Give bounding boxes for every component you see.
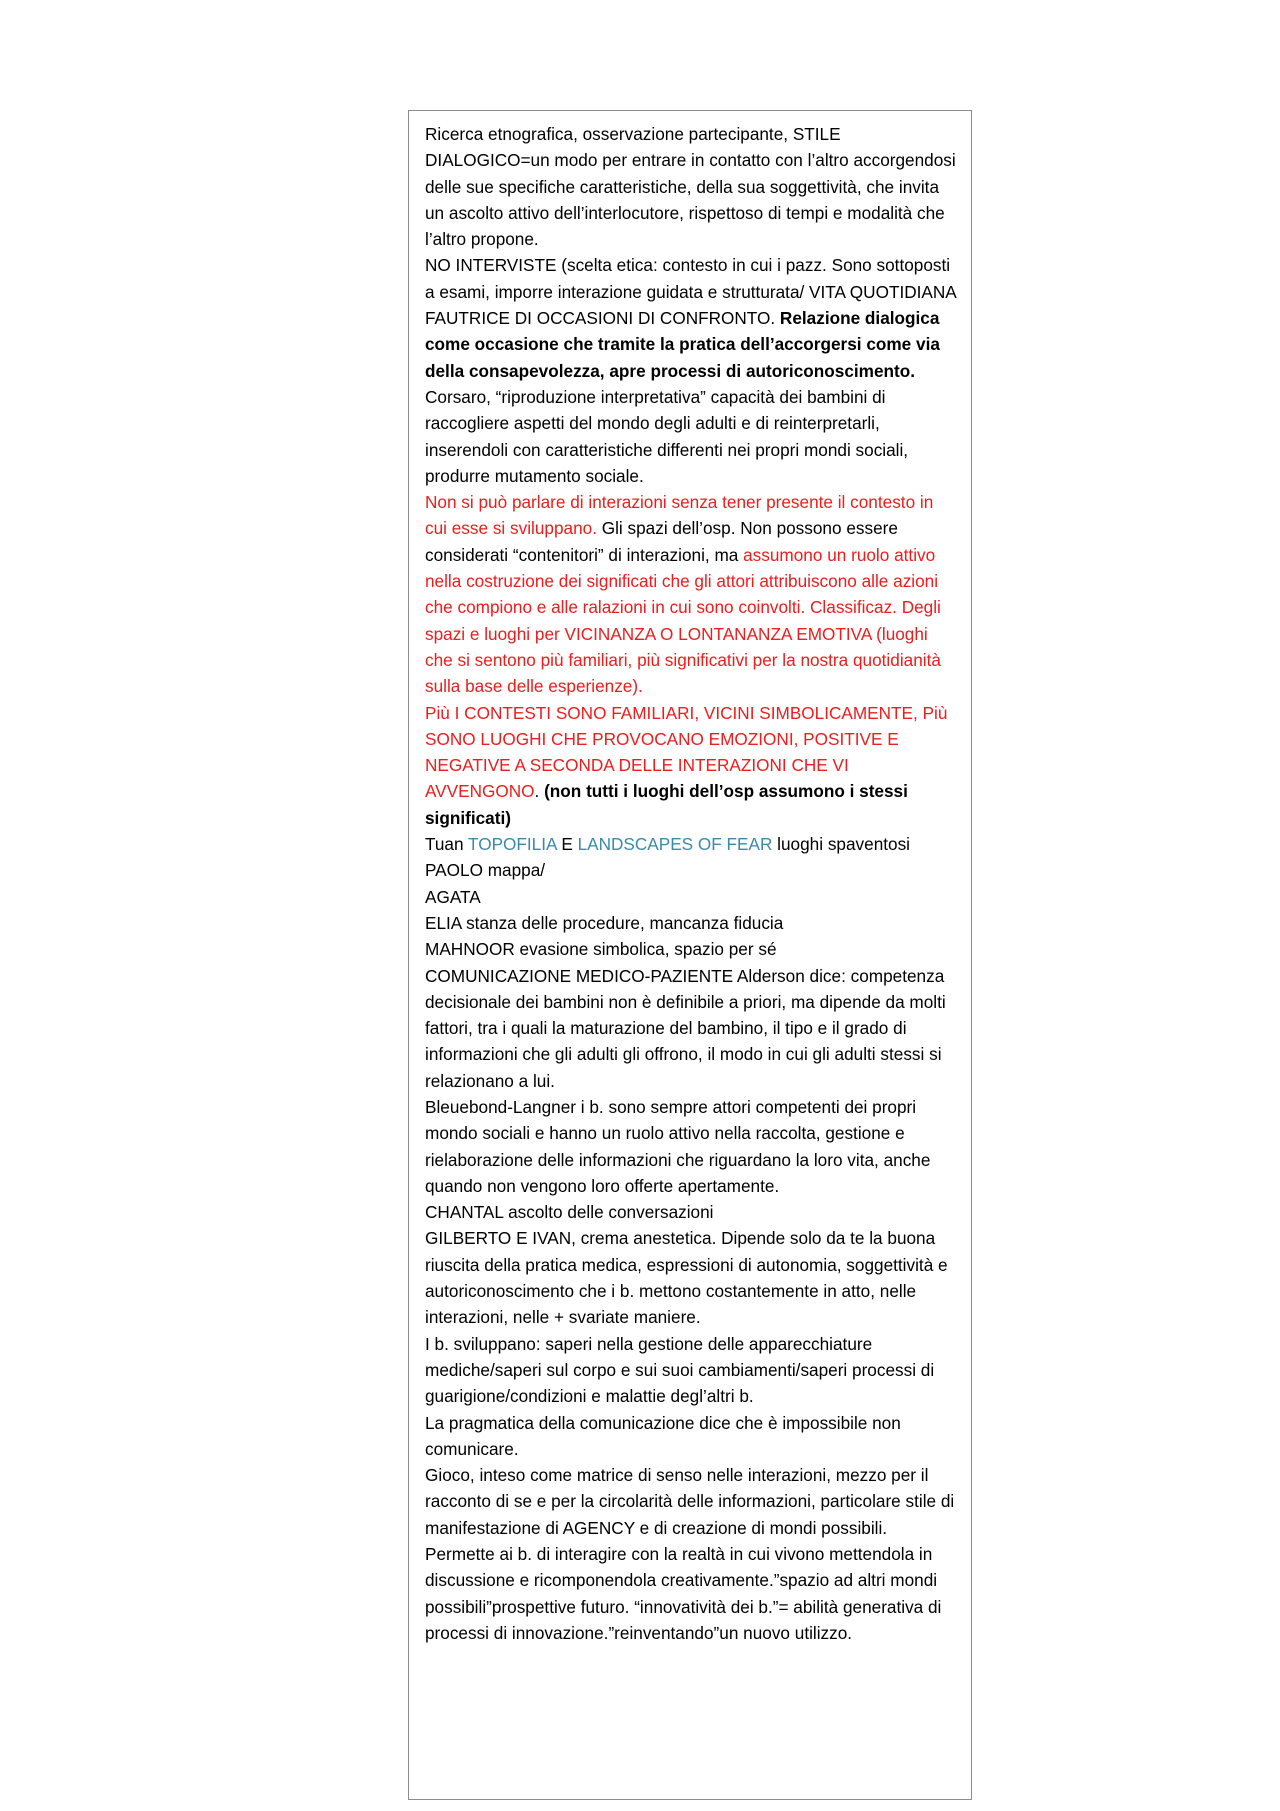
paragraph-gilberto-ivan: GILBERTO E IVAN, crema anestetica. Dipende solo da te la buona riuscita della pratica medica, espressioni di autonomia, soggettività e autoriconoscimento che i b. mettono costantemente in atto, nelle interazioni, nelle + svariate maniere. bbox=[425, 1228, 948, 1328]
relazione-dialogica-bold: Relazione dialogica come occasione che tramite la pratica dell’accorgersi come via della consapevolezza, apre processi di autoriconoscimento. bbox=[425, 308, 940, 381]
paragraph-no-interviste bbox=[425, 252, 957, 383]
paragraph-elia: ELIA stanza delle procedure, mancanza fiducia bbox=[425, 912, 784, 933]
paragraph-contesti-familiari bbox=[425, 700, 957, 831]
paragraph-chantal: CHANTAL ascolto delle conversazioni bbox=[425, 1202, 714, 1223]
paragraph-pragmatica: La pragmatica della comunicazione dice che è impossibile non comunicare. bbox=[425, 1412, 901, 1459]
paragraph-contesto bbox=[425, 489, 957, 699]
spazi-osp-text: Gli spazi dell’osp. Non possono essere considerati “contenitori” di interazioni, ma bbox=[425, 518, 898, 565]
no-interviste-text: NO INTERVISTE (scelta etica: contesto in cui i pazz. Sono sottoposti a esami, imporre interazione guidata e strutturata/ VITA QUOTIDIANA FAUTRICE DI OCCASIONI DI CONFRONTO. bbox=[425, 255, 956, 329]
paragraph-saperi: I b. sviluppano: saperi nella gestione delle apparecchiature mediche/saperi sul corpo e sui suoi cambiamenti/saperi processi di guarigione/condizioni e malattie degl’altri b. bbox=[425, 1333, 935, 1407]
paragraph-tuan bbox=[425, 831, 957, 857]
text-box bbox=[408, 110, 972, 1800]
tuan-text: Tuan bbox=[425, 834, 469, 855]
luoghi-spaventosi-text: luoghi spaventosi bbox=[772, 834, 910, 855]
paragraph-etnografia: Ricerca etnografica, osservazione partecipante, STILE DIALOGICO=un modo per entrare in contatto con l’altro accorgendosi delle sue specifiche caratteristiche, della sua soggettività, che invita un ascolto attivo dell’interlocutore, rispettoso di tempi e modalità che l’altro propone. bbox=[425, 124, 956, 250]
paragraph-comunicazione: COMUNICAZIONE MEDICO-PAZIENTE Alderson dice: competenza decisionale dei bambini non è definibile a priori, ma dipende da molti fattori, tra i quali la maturazione del bambino, il tipo e il grado di informazioni che gli adulti gli offrono, il modo in cui gli adulti stessi si relazionano a lui. bbox=[425, 965, 946, 1091]
paragraph-mahnoor: MAHNOOR evasione simbolica, spazio per sé bbox=[425, 939, 777, 960]
contesti-familiari-red-text: Più I CONTESTI SONO FAMILIARI, VICINI SIMBOLICAMENTE, Più SONO LUOGHI CHE PROVOCANO EMOZIONI, POSITIVE E NEGATIVE A SECONDA DELLE INTERAZIONI CHE VI AVVENGONO bbox=[425, 702, 948, 802]
e-text: E bbox=[561, 834, 578, 855]
landscapes-of-fear-text: LANDSCAPES OF FEAR bbox=[577, 834, 773, 855]
paragraph-gioco: Gioco, inteso come matrice di senso nelle interazioni, mezzo per il racconto di se e per la circolarità delle informazioni, particolare stile di manifestazione di AGENCY e di creazione di mondi possibili. Permette ai b. di interagire con la realtà in cui vivono mettendola in discussione e ricomponendola creativamente.”spazio ad altri mondi possibili”prospettive futuro. “innovatività dei b.”= abilità generativa di processi di innovazione.”reinventando”un nuovo utilizzo. bbox=[425, 1465, 955, 1643]
paragraph-corsaro: Corsaro, “riproduzione interpretativa” capacità dei bambini di raccogliere aspetti del mondo degli adulti e di reinterpretarli, inserendoli con caratteristiche differenti nei propri mondi sociali, produrre mutamento sociale. bbox=[425, 386, 909, 486]
paragraph-agata: AGATA bbox=[425, 886, 481, 907]
paragraph-bleuebond: Bleuebond-Langner i b. sono sempre attori competenti dei propri mondo sociali e hanno un ruolo attivo nella raccolta, gestione e rielaborazione delle informazioni che riguardano la loro vita, anche quando non vengono loro offerte apertamente. bbox=[425, 1096, 931, 1196]
topofilia-text: TOPOFILIA bbox=[468, 834, 562, 855]
non-tutti-luoghi-bold: (non tutti i luoghi dell’osp assumono i stessi significati) bbox=[425, 781, 908, 828]
period-text: . bbox=[534, 781, 540, 802]
contesto-red-text: Non si può parlare di interazioni senza tener presente il contesto in cui esse si sviluppano. bbox=[425, 492, 934, 539]
paragraph-paolo: PAOLO mappa/ bbox=[425, 860, 546, 881]
ruolo-attivo-red-text: assumono un ruolo attivo nella costruzione dei significati che gli attori attribuiscono alle azioni che compiono e alle ralazioni in cui sono coinvolti. Classificaz. Degli spazi e luoghi per VICINANZA O LONTANANZA EMOTIVA (luoghi che si sentono più familiari, più significativi per la nostra quotidianità sulla base delle esperienze). bbox=[425, 544, 941, 697]
